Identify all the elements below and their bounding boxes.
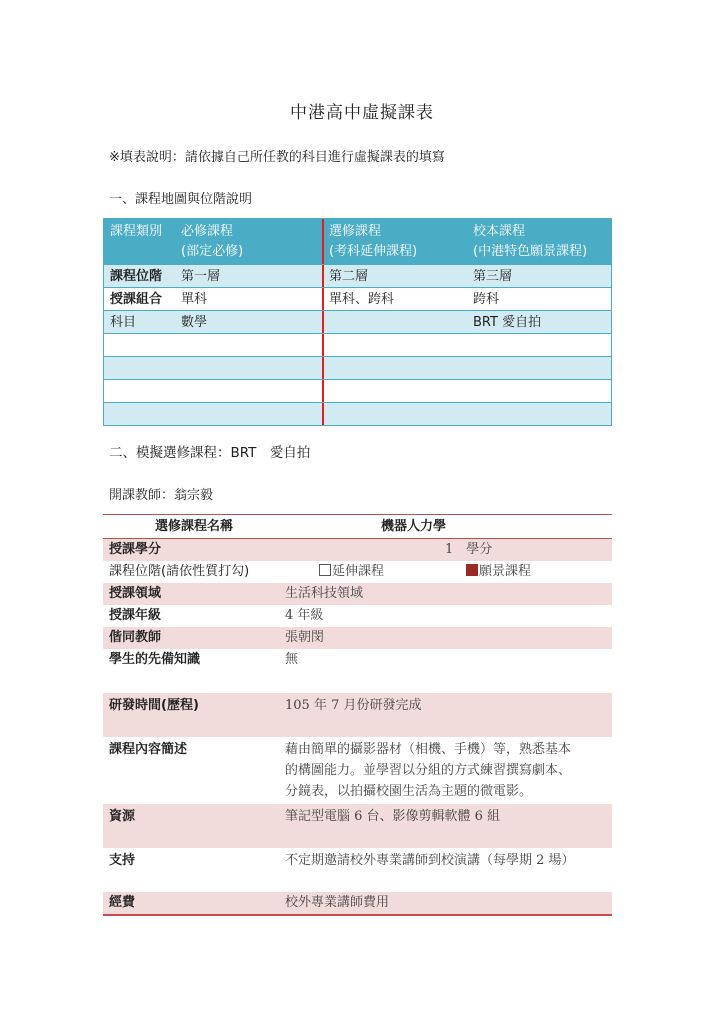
header-school-based-sub: (中港特色願景課程) [473, 244, 588, 259]
description-line: 分鏡表，以拍攝校園生活為主題的微電影。 [285, 784, 533, 799]
header-required-sub: (部定必修) [181, 244, 244, 259]
description-line: 藉由簡單的攝影器材（相機、手機）等，熟悉基本 [285, 742, 572, 757]
table-cell: 第二層 [322, 265, 467, 287]
elective-header-row [103, 515, 612, 539]
option-extension[interactable] [319, 561, 466, 582]
resource-value: 筆記型電腦 6 台、影像剪輯軟體 6 組 [285, 809, 501, 824]
support-value: 不定期邀請校外專業講師到校演講（每學期 2 場） [285, 853, 575, 868]
prereq-value: 無 [285, 652, 299, 667]
header-required-title: 必修課程 [181, 224, 234, 239]
header-required [175, 219, 322, 264]
prereq-label: 學生的先備知識 [109, 652, 201, 667]
row-label: 課程位階 [110, 269, 163, 284]
budget-label: 經費 [109, 895, 136, 910]
option-vision-label: 願景課程 [479, 564, 532, 579]
table-row [104, 265, 611, 288]
course-name-value: 機器人力學 [380, 519, 446, 534]
checkbox-vision[interactable] [466, 564, 478, 576]
dev-time-value: 105 年 7 月份研發完成 [285, 698, 422, 713]
table-row [103, 737, 612, 804]
table-cell: 單科、跨科 [322, 288, 467, 310]
position-options [285, 561, 612, 583]
table-row [104, 288, 611, 311]
table-row [104, 311, 611, 334]
elective-course-table [103, 514, 612, 916]
grade-label: 授課年級 [109, 608, 162, 623]
table-row [103, 561, 612, 583]
row-label: 科目 [110, 315, 137, 330]
table-row [103, 539, 612, 561]
co-teacher-label: 偕同教師 [109, 630, 162, 645]
table-row [103, 627, 612, 649]
header-school-based-title: 校本課程 [473, 224, 526, 239]
dev-time-label: 研發時間(歷程) [109, 698, 199, 713]
table-cell: 跨科 [473, 292, 500, 307]
section-heading-elective: 二、模擬選修課程：BRT 愛自拍 [109, 445, 311, 461]
course-map-table [103, 218, 612, 426]
table-cell: 單科 [181, 292, 208, 307]
domain-value: 生活科技領域 [285, 586, 364, 601]
grade-value: 4 年級 [285, 608, 324, 623]
table-row [103, 583, 612, 605]
table-cell: BRT 愛自拍 [473, 315, 542, 330]
section-heading-course-map: 一、課程地圖與位階說明 [109, 192, 253, 207]
table-row [103, 649, 612, 693]
support-label: 支持 [109, 853, 136, 868]
fill-instructions: ※填表說明：請依據自己所任教的科目進行虛擬課表的填寫 [109, 150, 445, 165]
table-row [103, 605, 612, 627]
teacher-label: 開課教師： [109, 488, 175, 503]
description-value [285, 739, 612, 804]
row-label: 授課組合 [110, 292, 163, 307]
header-school-based [467, 219, 611, 264]
co-teacher-value: 張朝閔 [285, 630, 325, 645]
course-name-label: 選修課程名稱 [154, 519, 233, 534]
description-line: 的構圖能力。並學習以分組的方式練習撰寫劇本、 [285, 763, 572, 778]
header-elective [322, 219, 467, 264]
resource-label: 資源 [109, 809, 136, 824]
teacher-line [109, 484, 213, 503]
header-elective-title: 選修課程 [329, 224, 382, 239]
credits-label: 授課學分 [109, 542, 162, 557]
teacher-name: 翁宗毅 [174, 488, 214, 503]
option-vision[interactable] [466, 561, 531, 582]
table-cell [322, 311, 467, 333]
course-map-header-row [104, 219, 611, 265]
table-cell: 第三層 [473, 269, 513, 284]
header-category: 課程類別 [110, 224, 163, 239]
table-cell: 數學 [181, 315, 208, 330]
empty-row [104, 334, 611, 357]
table-row [103, 693, 612, 737]
page-title: 中港高中虛擬課表 [290, 103, 434, 123]
option-extension-label: 延伸課程 [332, 564, 385, 579]
domain-label: 授課領域 [109, 586, 162, 601]
empty-row [104, 403, 611, 425]
credits-value: 1 學分 [445, 542, 493, 557]
budget-value: 校外專業講師費用 [285, 895, 390, 910]
table-cell: 第一層 [181, 269, 221, 284]
empty-row [104, 357, 611, 380]
table-row [103, 804, 612, 848]
table-row [103, 892, 612, 914]
empty-row [104, 380, 611, 403]
position-label: 課程位階(請依性質打勾) [109, 564, 250, 579]
checkbox-extension[interactable] [319, 564, 331, 576]
header-elective-sub: (考科延伸課程) [329, 244, 418, 259]
table-row [103, 848, 612, 892]
description-label: 課程內容簡述 [109, 742, 188, 757]
